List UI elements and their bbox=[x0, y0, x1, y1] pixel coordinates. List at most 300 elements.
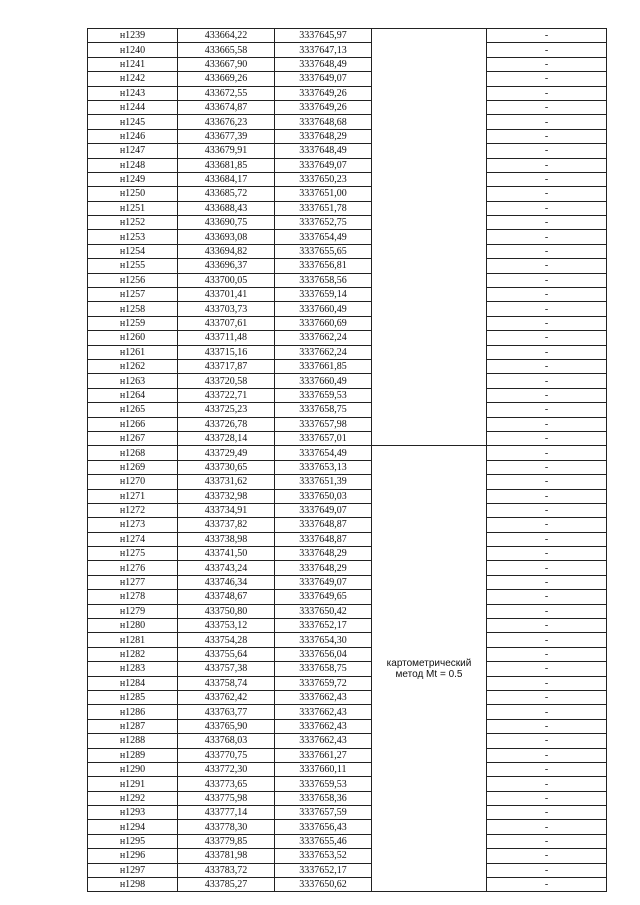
y-coordinate-cell: 3337662,43 bbox=[275, 705, 372, 719]
y-coordinate-cell: 3337660,49 bbox=[275, 302, 372, 316]
description-cell: - bbox=[487, 547, 607, 561]
y-coordinate-cell: 3337661,27 bbox=[275, 748, 372, 762]
point-id-cell: н1248 bbox=[88, 158, 178, 172]
point-id-cell: н1282 bbox=[88, 647, 178, 661]
point-id-cell: н1250 bbox=[88, 187, 178, 201]
description-cell: - bbox=[487, 676, 607, 690]
y-coordinate-cell: 3337647,13 bbox=[275, 43, 372, 57]
point-id-cell: н1278 bbox=[88, 590, 178, 604]
x-coordinate-cell: 433679,91 bbox=[178, 144, 275, 158]
x-coordinate-cell: 433715,16 bbox=[178, 345, 275, 359]
y-coordinate-cell: 3337654,30 bbox=[275, 633, 372, 647]
method-cell-empty bbox=[372, 29, 487, 446]
table-row bbox=[88, 806, 607, 820]
y-coordinate-cell: 3337648,87 bbox=[275, 518, 372, 532]
x-coordinate-cell: 433783,72 bbox=[178, 863, 275, 877]
description-cell: - bbox=[487, 690, 607, 704]
table-row bbox=[88, 518, 607, 532]
table-row bbox=[88, 288, 607, 302]
x-coordinate-cell: 433755,64 bbox=[178, 647, 275, 661]
table-row bbox=[88, 849, 607, 863]
y-coordinate-cell: 3337660,11 bbox=[275, 762, 372, 776]
y-coordinate-cell: 3337660,69 bbox=[275, 316, 372, 330]
table-row bbox=[88, 201, 607, 215]
y-coordinate-cell: 3337657,59 bbox=[275, 806, 372, 820]
x-coordinate-cell: 433667,90 bbox=[178, 57, 275, 71]
x-coordinate-cell: 433665,58 bbox=[178, 43, 275, 57]
table-row bbox=[88, 302, 607, 316]
description-cell: - bbox=[487, 216, 607, 230]
x-coordinate-cell: 433711,48 bbox=[178, 331, 275, 345]
table-row bbox=[88, 748, 607, 762]
y-coordinate-cell: 3337649,07 bbox=[275, 158, 372, 172]
point-id-cell: н1271 bbox=[88, 489, 178, 503]
table-row bbox=[88, 86, 607, 100]
point-id-cell: н1297 bbox=[88, 863, 178, 877]
description-cell: - bbox=[487, 791, 607, 805]
point-id-cell: н1242 bbox=[88, 72, 178, 86]
x-coordinate-cell: 433734,91 bbox=[178, 503, 275, 517]
point-id-cell: н1272 bbox=[88, 503, 178, 517]
table-row bbox=[88, 144, 607, 158]
description-cell: - bbox=[487, 849, 607, 863]
y-coordinate-cell: 3337649,07 bbox=[275, 575, 372, 589]
point-id-cell: н1287 bbox=[88, 719, 178, 733]
point-id-cell: н1241 bbox=[88, 57, 178, 71]
y-coordinate-cell: 3337648,87 bbox=[275, 532, 372, 546]
description-cell: - bbox=[487, 460, 607, 474]
x-coordinate-cell: 433722,71 bbox=[178, 388, 275, 402]
description-cell: - bbox=[487, 806, 607, 820]
description-cell: - bbox=[487, 647, 607, 661]
point-id-cell: н1266 bbox=[88, 417, 178, 431]
table-row bbox=[88, 604, 607, 618]
y-coordinate-cell: 3337659,72 bbox=[275, 676, 372, 690]
table-row bbox=[88, 431, 607, 445]
description-cell: - bbox=[487, 762, 607, 776]
point-id-cell: н1251 bbox=[88, 201, 178, 215]
method-label: картометрический bbox=[386, 657, 472, 669]
y-coordinate-cell: 3337655,46 bbox=[275, 834, 372, 848]
y-coordinate-cell: 3337652,75 bbox=[275, 216, 372, 230]
x-coordinate-cell: 433685,72 bbox=[178, 187, 275, 201]
point-id-cell: н1252 bbox=[88, 216, 178, 230]
table-row bbox=[88, 331, 607, 345]
x-coordinate-cell: 433773,65 bbox=[178, 777, 275, 791]
y-coordinate-cell: 3337662,43 bbox=[275, 719, 372, 733]
point-id-cell: н1279 bbox=[88, 604, 178, 618]
table-row bbox=[88, 172, 607, 186]
point-id-cell: н1277 bbox=[88, 575, 178, 589]
y-coordinate-cell: 3337662,24 bbox=[275, 345, 372, 359]
description-cell: - bbox=[487, 532, 607, 546]
point-id-cell: н1286 bbox=[88, 705, 178, 719]
description-cell: - bbox=[487, 575, 607, 589]
table-row bbox=[88, 547, 607, 561]
description-cell: - bbox=[487, 144, 607, 158]
x-coordinate-cell: 433701,41 bbox=[178, 288, 275, 302]
point-id-cell: н1253 bbox=[88, 230, 178, 244]
description-cell: - bbox=[487, 834, 607, 848]
table-row bbox=[88, 777, 607, 791]
y-coordinate-cell: 3337661,85 bbox=[275, 359, 372, 373]
point-id-cell: н1274 bbox=[88, 532, 178, 546]
y-coordinate-cell: 3337645,97 bbox=[275, 29, 372, 43]
x-coordinate-cell: 433746,34 bbox=[178, 575, 275, 589]
description-cell: - bbox=[487, 431, 607, 445]
point-id-cell: н1290 bbox=[88, 762, 178, 776]
x-coordinate-cell: 433763,77 bbox=[178, 705, 275, 719]
x-coordinate-cell: 433748,67 bbox=[178, 590, 275, 604]
point-id-cell: н1270 bbox=[88, 475, 178, 489]
x-coordinate-cell: 433694,82 bbox=[178, 244, 275, 258]
y-coordinate-cell: 3337648,29 bbox=[275, 561, 372, 575]
description-cell: - bbox=[487, 777, 607, 791]
x-coordinate-cell: 433785,27 bbox=[178, 878, 275, 892]
point-id-cell: н1239 bbox=[88, 29, 178, 43]
point-id-cell: н1284 bbox=[88, 676, 178, 690]
x-coordinate-cell: 433775,98 bbox=[178, 791, 275, 805]
table-row bbox=[88, 158, 607, 172]
point-id-cell: н1267 bbox=[88, 431, 178, 445]
y-coordinate-cell: 3337650,03 bbox=[275, 489, 372, 503]
point-id-cell: н1269 bbox=[88, 460, 178, 474]
description-cell: - bbox=[487, 734, 607, 748]
point-id-cell: н1285 bbox=[88, 690, 178, 704]
point-id-cell: н1296 bbox=[88, 849, 178, 863]
point-id-cell: н1275 bbox=[88, 547, 178, 561]
x-coordinate-cell: 433720,58 bbox=[178, 374, 275, 388]
table-row bbox=[88, 575, 607, 589]
y-coordinate-cell: 3337649,07 bbox=[275, 72, 372, 86]
table-row bbox=[88, 676, 607, 690]
table-row bbox=[88, 532, 607, 546]
x-coordinate-cell: 433781,98 bbox=[178, 849, 275, 863]
point-id-cell: н1246 bbox=[88, 129, 178, 143]
description-cell: - bbox=[487, 863, 607, 877]
table-row bbox=[88, 863, 607, 877]
description-cell: - bbox=[487, 43, 607, 57]
point-id-cell: н1261 bbox=[88, 345, 178, 359]
x-coordinate-cell: 433725,23 bbox=[178, 403, 275, 417]
description-cell: - bbox=[487, 820, 607, 834]
point-id-cell: н1245 bbox=[88, 115, 178, 129]
y-coordinate-cell: 3337654,49 bbox=[275, 446, 372, 460]
table-row bbox=[88, 72, 607, 86]
table-row bbox=[88, 417, 607, 431]
point-id-cell: н1283 bbox=[88, 662, 178, 676]
point-id-cell: н1281 bbox=[88, 633, 178, 647]
table-row bbox=[88, 273, 607, 287]
point-id-cell: н1276 bbox=[88, 561, 178, 575]
description-cell: - bbox=[487, 331, 607, 345]
x-coordinate-cell: 433728,14 bbox=[178, 431, 275, 445]
description-cell: - bbox=[487, 201, 607, 215]
y-coordinate-cell: 3337651,00 bbox=[275, 187, 372, 201]
table-row bbox=[88, 100, 607, 114]
y-coordinate-cell: 3337648,49 bbox=[275, 57, 372, 71]
description-cell: - bbox=[487, 129, 607, 143]
y-coordinate-cell: 3337649,26 bbox=[275, 86, 372, 100]
description-cell: - bbox=[487, 345, 607, 359]
y-coordinate-cell: 3337662,43 bbox=[275, 734, 372, 748]
point-id-cell: н1259 bbox=[88, 316, 178, 330]
x-coordinate-cell: 433681,85 bbox=[178, 158, 275, 172]
x-coordinate-cell: 433778,30 bbox=[178, 820, 275, 834]
description-cell: - bbox=[487, 518, 607, 532]
description-cell: - bbox=[487, 158, 607, 172]
point-id-cell: н1255 bbox=[88, 259, 178, 273]
point-id-cell: н1264 bbox=[88, 388, 178, 402]
x-coordinate-cell: 433688,43 bbox=[178, 201, 275, 215]
table-row bbox=[88, 690, 607, 704]
y-coordinate-cell: 3337649,65 bbox=[275, 590, 372, 604]
method-cell bbox=[372, 446, 487, 892]
table-row bbox=[88, 345, 607, 359]
point-id-cell: н1256 bbox=[88, 273, 178, 287]
table-row bbox=[88, 834, 607, 848]
x-coordinate-cell: 433672,55 bbox=[178, 86, 275, 100]
table-row bbox=[88, 244, 607, 258]
point-id-cell: н1291 bbox=[88, 777, 178, 791]
x-coordinate-cell: 433690,75 bbox=[178, 216, 275, 230]
y-coordinate-cell: 3337656,81 bbox=[275, 259, 372, 273]
description-cell: - bbox=[487, 374, 607, 388]
x-coordinate-cell: 433777,14 bbox=[178, 806, 275, 820]
x-coordinate-cell: 433676,23 bbox=[178, 115, 275, 129]
description-cell: - bbox=[487, 259, 607, 273]
x-coordinate-cell: 433664,22 bbox=[178, 29, 275, 43]
y-coordinate-cell: 3337658,56 bbox=[275, 273, 372, 287]
point-id-cell: н1260 bbox=[88, 331, 178, 345]
table-row bbox=[88, 259, 607, 273]
point-id-cell: н1288 bbox=[88, 734, 178, 748]
description-cell: - bbox=[487, 590, 607, 604]
x-coordinate-cell: 433768,03 bbox=[178, 734, 275, 748]
coordinates-table bbox=[87, 28, 607, 892]
x-coordinate-cell: 433779,85 bbox=[178, 834, 275, 848]
description-cell: - bbox=[487, 662, 607, 676]
description-cell: - bbox=[487, 633, 607, 647]
point-id-cell: н1258 bbox=[88, 302, 178, 316]
table-row bbox=[88, 216, 607, 230]
description-cell: - bbox=[487, 403, 607, 417]
point-id-cell: н1249 bbox=[88, 172, 178, 186]
table-row bbox=[88, 561, 607, 575]
x-coordinate-cell: 433732,98 bbox=[178, 489, 275, 503]
y-coordinate-cell: 3337648,29 bbox=[275, 129, 372, 143]
y-coordinate-cell: 3337652,17 bbox=[275, 619, 372, 633]
description-cell: - bbox=[487, 316, 607, 330]
y-coordinate-cell: 3337652,17 bbox=[275, 863, 372, 877]
description-cell: - bbox=[487, 86, 607, 100]
y-coordinate-cell: 3337662,24 bbox=[275, 331, 372, 345]
description-cell: - bbox=[487, 417, 607, 431]
point-id-cell: н1293 bbox=[88, 806, 178, 820]
x-coordinate-cell: 433741,50 bbox=[178, 547, 275, 561]
point-id-cell: н1247 bbox=[88, 144, 178, 158]
table-row bbox=[88, 647, 607, 661]
description-cell: - bbox=[487, 388, 607, 402]
x-coordinate-cell: 433758,74 bbox=[178, 676, 275, 690]
table-row bbox=[88, 820, 607, 834]
y-coordinate-cell: 3337662,43 bbox=[275, 690, 372, 704]
y-coordinate-cell: 3337659,53 bbox=[275, 777, 372, 791]
y-coordinate-cell: 3337648,29 bbox=[275, 547, 372, 561]
description-cell: - bbox=[487, 619, 607, 633]
x-coordinate-cell: 433738,98 bbox=[178, 532, 275, 546]
method-accuracy: метод Mt = 0.5 bbox=[395, 668, 463, 680]
x-coordinate-cell: 433757,38 bbox=[178, 662, 275, 676]
table-row bbox=[88, 503, 607, 517]
table-row bbox=[88, 878, 607, 892]
table-row bbox=[88, 43, 607, 57]
x-coordinate-cell: 433770,75 bbox=[178, 748, 275, 762]
x-coordinate-cell: 433703,73 bbox=[178, 302, 275, 316]
y-coordinate-cell: 3337650,42 bbox=[275, 604, 372, 618]
x-coordinate-cell: 433730,65 bbox=[178, 460, 275, 474]
table-row bbox=[88, 446, 607, 460]
y-coordinate-cell: 3337655,65 bbox=[275, 244, 372, 258]
description-cell: - bbox=[487, 489, 607, 503]
point-id-cell: н1240 bbox=[88, 43, 178, 57]
description-cell: - bbox=[487, 604, 607, 618]
table-row bbox=[88, 359, 607, 373]
table-row bbox=[88, 129, 607, 143]
x-coordinate-cell: 433731,62 bbox=[178, 475, 275, 489]
table-row bbox=[88, 762, 607, 776]
table-row bbox=[88, 734, 607, 748]
y-coordinate-cell: 3337656,43 bbox=[275, 820, 372, 834]
table-row bbox=[88, 705, 607, 719]
point-id-cell: н1257 bbox=[88, 288, 178, 302]
table-row bbox=[88, 791, 607, 805]
table-row bbox=[88, 719, 607, 733]
y-coordinate-cell: 3337650,23 bbox=[275, 172, 372, 186]
description-cell: - bbox=[487, 29, 607, 43]
y-coordinate-cell: 3337653,52 bbox=[275, 849, 372, 863]
description-cell: - bbox=[487, 100, 607, 114]
y-coordinate-cell: 3337651,39 bbox=[275, 475, 372, 489]
y-coordinate-cell: 3337657,01 bbox=[275, 431, 372, 445]
x-coordinate-cell: 433700,05 bbox=[178, 273, 275, 287]
description-cell: - bbox=[487, 72, 607, 86]
point-id-cell: н1298 bbox=[88, 878, 178, 892]
y-coordinate-cell: 3337658,36 bbox=[275, 791, 372, 805]
description-cell: - bbox=[487, 748, 607, 762]
description-cell: - bbox=[487, 359, 607, 373]
point-id-cell: н1294 bbox=[88, 820, 178, 834]
description-cell: - bbox=[487, 115, 607, 129]
point-id-cell: н1263 bbox=[88, 374, 178, 388]
y-coordinate-cell: 3337654,49 bbox=[275, 230, 372, 244]
x-coordinate-cell: 433726,78 bbox=[178, 417, 275, 431]
x-coordinate-cell: 433762,42 bbox=[178, 690, 275, 704]
x-coordinate-cell: 433693,08 bbox=[178, 230, 275, 244]
table-row bbox=[88, 374, 607, 388]
table-row bbox=[88, 662, 607, 676]
point-id-cell: н1289 bbox=[88, 748, 178, 762]
x-coordinate-cell: 433765,90 bbox=[178, 719, 275, 733]
description-cell: - bbox=[487, 302, 607, 316]
x-coordinate-cell: 433729,49 bbox=[178, 446, 275, 460]
description-cell: - bbox=[487, 288, 607, 302]
table-row bbox=[88, 388, 607, 402]
point-id-cell: н1295 bbox=[88, 834, 178, 848]
point-id-cell: н1243 bbox=[88, 86, 178, 100]
description-cell: - bbox=[487, 475, 607, 489]
x-coordinate-cell: 433754,28 bbox=[178, 633, 275, 647]
y-coordinate-cell: 3337658,75 bbox=[275, 662, 372, 676]
point-id-cell: н1292 bbox=[88, 791, 178, 805]
y-coordinate-cell: 3337649,07 bbox=[275, 503, 372, 517]
description-cell: - bbox=[487, 187, 607, 201]
description-cell: - bbox=[487, 561, 607, 575]
table-row bbox=[88, 230, 607, 244]
description-cell: - bbox=[487, 719, 607, 733]
table-row bbox=[88, 633, 607, 647]
x-coordinate-cell: 433753,12 bbox=[178, 619, 275, 633]
y-coordinate-cell: 3337653,13 bbox=[275, 460, 372, 474]
table-row bbox=[88, 590, 607, 604]
x-coordinate-cell: 433737,82 bbox=[178, 518, 275, 532]
x-coordinate-cell: 433674,87 bbox=[178, 100, 275, 114]
table-row bbox=[88, 619, 607, 633]
table-row bbox=[88, 460, 607, 474]
y-coordinate-cell: 3337649,26 bbox=[275, 100, 372, 114]
point-id-cell: н1273 bbox=[88, 518, 178, 532]
table-row bbox=[88, 115, 607, 129]
y-coordinate-cell: 3337658,75 bbox=[275, 403, 372, 417]
description-cell: - bbox=[487, 503, 607, 517]
y-coordinate-cell: 3337651,78 bbox=[275, 201, 372, 215]
description-cell: - bbox=[487, 705, 607, 719]
description-cell: - bbox=[487, 446, 607, 460]
point-id-cell: н1280 bbox=[88, 619, 178, 633]
table-row bbox=[88, 29, 607, 43]
y-coordinate-cell: 3337648,68 bbox=[275, 115, 372, 129]
y-coordinate-cell: 3337659,14 bbox=[275, 288, 372, 302]
point-id-cell: н1254 bbox=[88, 244, 178, 258]
y-coordinate-cell: 3337650,62 bbox=[275, 878, 372, 892]
x-coordinate-cell: 433669,26 bbox=[178, 72, 275, 86]
x-coordinate-cell: 433684,17 bbox=[178, 172, 275, 186]
table-row bbox=[88, 316, 607, 330]
table-row bbox=[88, 187, 607, 201]
point-id-cell: н1244 bbox=[88, 100, 178, 114]
description-cell: - bbox=[487, 230, 607, 244]
x-coordinate-cell: 433772,30 bbox=[178, 762, 275, 776]
coordinates-table-body bbox=[88, 29, 607, 892]
x-coordinate-cell: 433677,39 bbox=[178, 129, 275, 143]
table-row bbox=[88, 489, 607, 503]
x-coordinate-cell: 433707,61 bbox=[178, 316, 275, 330]
x-coordinate-cell: 433717,87 bbox=[178, 359, 275, 373]
description-cell: - bbox=[487, 172, 607, 186]
table-row bbox=[88, 403, 607, 417]
x-coordinate-cell: 433696,37 bbox=[178, 259, 275, 273]
y-coordinate-cell: 3337656,04 bbox=[275, 647, 372, 661]
y-coordinate-cell: 3337648,49 bbox=[275, 144, 372, 158]
description-cell: - bbox=[487, 244, 607, 258]
point-id-cell: н1268 bbox=[88, 446, 178, 460]
table-row bbox=[88, 475, 607, 489]
y-coordinate-cell: 3337657,98 bbox=[275, 417, 372, 431]
y-coordinate-cell: 3337659,53 bbox=[275, 388, 372, 402]
x-coordinate-cell: 433743,24 bbox=[178, 561, 275, 575]
point-id-cell: н1262 bbox=[88, 359, 178, 373]
table-row bbox=[88, 57, 607, 71]
